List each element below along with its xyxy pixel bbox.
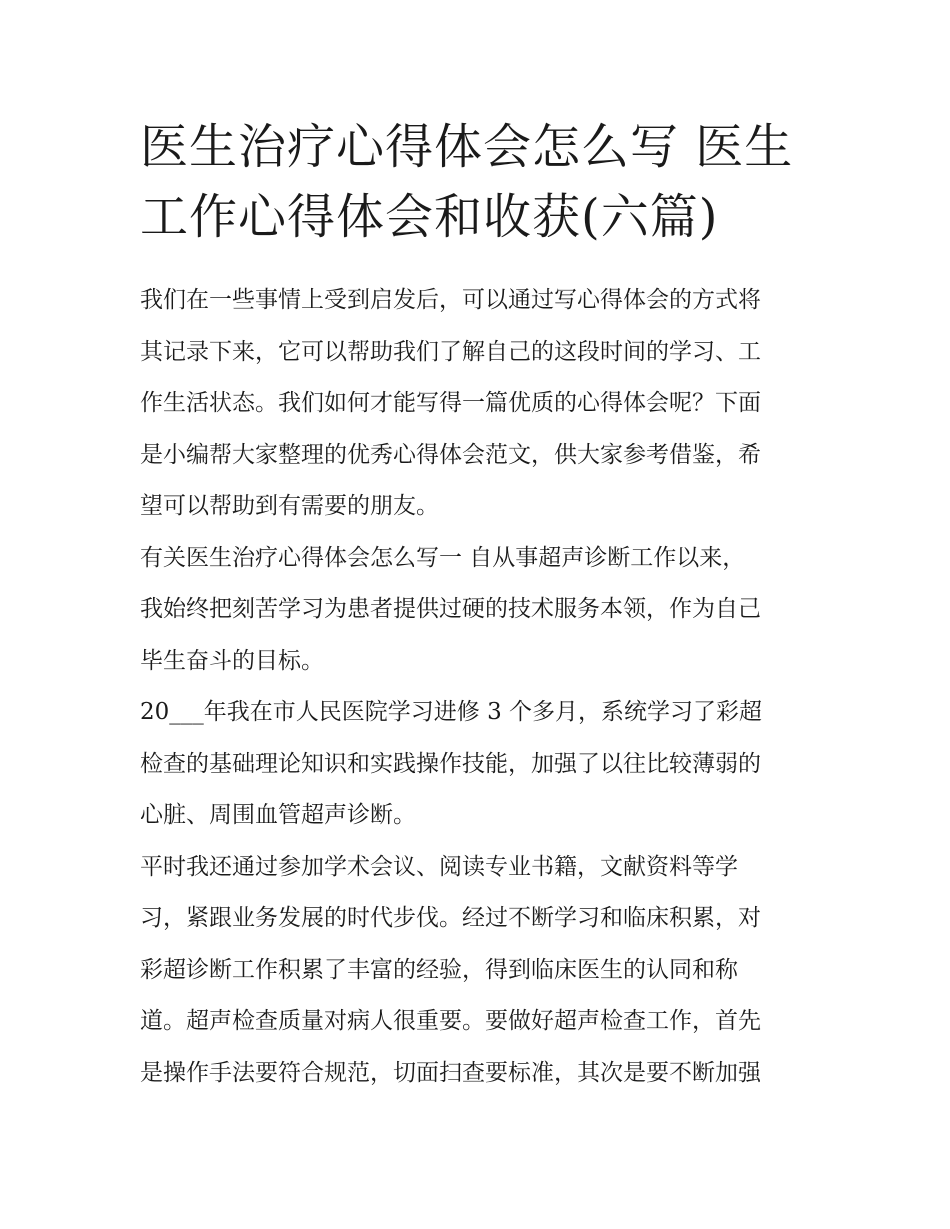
- body-line: 是小编帮大家整理的优秀心得体会范文，供大家参考借鉴，希: [140, 441, 761, 468]
- document-title: [140, 112, 820, 252]
- body-line: 心脏、周围血管超声诊断。: [140, 802, 416, 828]
- body-line: 有关医生治疗心得体会怎么写一 自从事超声诊断工作以来，: [140, 544, 746, 571]
- body-line: 道。超声检查质量对病人很重要。要做好超声检查工作，首先: [140, 1008, 761, 1034]
- title-line: 工作心得体会和收获(六篇): [140, 189, 719, 245]
- body-line: 作生活状态。我们如何才能写得一篇优质的心得体会呢？下面: [140, 390, 761, 416]
- body-line: 我们在一些事情上受到启发后，可以通过写心得体会的方式将: [140, 287, 761, 313]
- body-line: 习，紧跟业务发展的时代步伐。经过不断学习和临床积累，对: [140, 905, 761, 931]
- body-line: 其记录下来，它可以帮助我们了解自己的这段时间的学习、工: [140, 338, 761, 365]
- body-line: 检查的基础理论知识和实践操作技能，加强了以往比较薄弱的: [140, 750, 761, 777]
- body-line: 彩超诊断工作积累了丰富的经验，得到临床医生的认同和称: [140, 956, 738, 983]
- body-line: 20___年我在市人民医院学习进修 3 个多月，系统学习了彩超: [140, 699, 763, 725]
- document-body: [140, 275, 820, 1099]
- body-line: 平时我还通过参加学术会议、阅读专业书籍，文献资料等学: [140, 853, 738, 880]
- body-line: 毕生奋斗的目标。: [140, 647, 324, 674]
- title-line: 医生治疗心得体会怎么写 医生: [140, 119, 794, 175]
- body-line: 是操作手法要符合规范，切面扫查要标准，其次是要不断加强: [140, 1059, 761, 1086]
- body-line: 我始终把刻苦学习为患者提供过硬的技术服务本领，作为自己: [140, 596, 761, 622]
- body-line: 望可以帮助到有需要的朋友。: [140, 493, 439, 519]
